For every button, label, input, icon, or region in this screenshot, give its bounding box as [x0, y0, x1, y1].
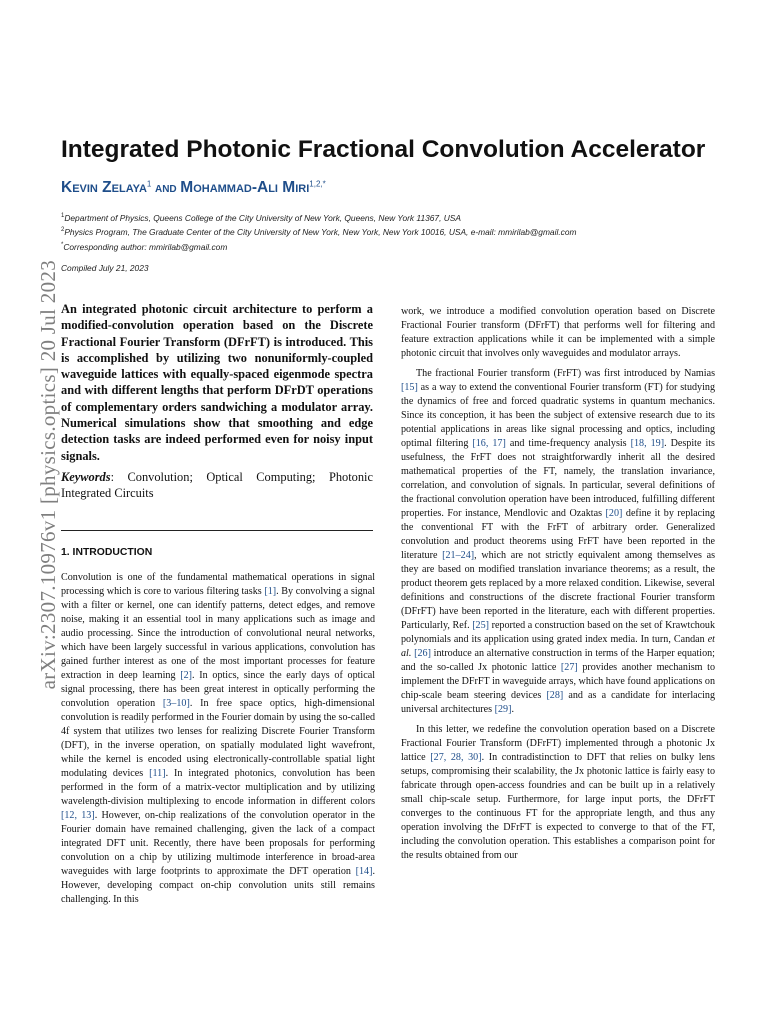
author-1-affil: 1	[146, 179, 152, 189]
citation-link[interactable]: [2]	[180, 670, 193, 681]
citation-link[interactable]: [3–10]	[162, 698, 190, 709]
citation-link[interactable]: [28]	[546, 690, 564, 701]
citation-link[interactable]: [11]	[149, 768, 166, 779]
citation-link[interactable]: [18, 19]	[630, 438, 665, 449]
left-column	[61, 571, 375, 907]
citation-link[interactable]: [20]	[605, 508, 623, 519]
affiliation-1: $^1$Department of Physics, Queens College of the City University of New York, Queens, New York 11367, USA	[61, 212, 461, 223]
author-2-affil: 1,2,*	[309, 179, 326, 189]
citation-link[interactable]: [14]	[355, 866, 373, 877]
arxiv-id: arXiv:2307.10976v1 [physics.optics] 20 Jul 2023	[36, 260, 60, 690]
citation-link[interactable]: [26]	[414, 648, 431, 659]
author-2: Mohammad-Ali Miri	[180, 179, 310, 196]
citation-link[interactable]: [27, 28, 30]	[430, 752, 482, 763]
right-column	[401, 305, 715, 863]
keywords-text: : Convolution; Optical Computing; Photonic Integrated Circuits	[61, 470, 373, 501]
affiliations	[61, 210, 576, 253]
paragraph: The fractional Fourier transform (FrFT) was first introduced by Namias [15] as a way to extend the conventional Fourier transform (FT) for studying the dynamics of free and forced quadratic systems in quantum mechanics. Since its conception, it has been the subject of extensive research due to its potential applications in areas like signal processing and optics, including optimal filtering [16, 17] and time-frequency analysis [18, 19]. Despite its usefulness, the FrFT does not straightforwardly inherit all the desired mathematical properties of the FT, namely, the translation invariance, correlation, and convolution of signals. In particular, several definitions of the fractional convolution operation have been introduced, fulfilling different properties. For instance, Mendlovic and Ozaktas [20] define it by replacing the conventional FT with the FrFT of arbitrary order. Generalized convolution and product theorems using FrFT have been reported in the literature [21–24], which are not strictly equivalent among themselves as they are based on modified translation invariance theorems; as a result, the product theorem gets replaced by a more relaxed condition. Likewise, several definitions and constructions of the discrete fractional Fourier transform (DFrFT) have been reported in the literature, each with different properties. Particularly, Ref. [25] reported a construction based on the set of Krawtchouk polynomials and its application using grated index media. In turn, Candan et al. [26] introduce an alternative construction in terms of the Harper equation; and the so-called Jx photonic lattice [27] provides another mechanism to implement the DFrFT in waveguide arrays, which have found applications on chip-scale beam steering devices [28] and as a candidate for interlacing universal architectures [29].	[401, 368, 715, 715]
author-conjunction: and	[154, 179, 177, 195]
citation-link[interactable]: [15]	[401, 382, 418, 393]
paragraph: work, we introduce a modified convolution operation based on Discrete Fractional Fourier transform (DFrFT) that performs well for filtering and feature extraction applications while it can be implemented with a simple photonic circuit that involves only waveguides and modulator arrays.	[401, 306, 715, 359]
abstract: An integrated photonic circuit architecture to perform a modified-convolution operation based on the Discrete Fractional Fourier Transform (DFrFT) is introduced. This is accomplished by utilizing two nonuniformly-coupled waveguide lattices with equally-spaced eigenmode spectra and with different lengths that perform DFrDT operations of complementary orders sandwiching a modulator array. Numerical simulations show that smoothing and edge detection tasks are indeed performed even for noisy input signals.	[61, 302, 373, 463]
keywords	[61, 469, 373, 502]
compiled-date: Compiled July 21, 2023	[61, 263, 149, 273]
author-line	[61, 179, 326, 197]
citation-link[interactable]: [25]	[472, 620, 490, 631]
paragraph: In this letter, we redefine the convolution operation based on a Discrete Fractional Fourier Transform (DFrFT) implemented through a photonic Jx lattice [27, 28, 30]. In contradistinction to DFT that relies on bulky lens setups, compromising their scalability, the Jx photonic lattice is fairly easy to fabricate through open-access foundries and can be built up in a relatively small chip-scale setup. Furthermore, for large input ports, the DFrFT converges to the continuous FT for the appropriate length, and thus any operation involving the DFrFT is expected to converge to that of the FT, including the convolution operation. This establishes a comparison point for the results obtained from our	[401, 724, 715, 861]
citation-link[interactable]: [29]	[494, 704, 512, 715]
citation-link[interactable]: [27]	[560, 662, 578, 673]
author-1: Kevin Zelaya	[61, 179, 147, 196]
citation-link[interactable]: [16, 17]	[472, 438, 506, 449]
keywords-label: Keywords	[61, 470, 111, 484]
citation-link[interactable]: [21–24]	[442, 550, 475, 561]
paragraph: Convolution is one of the fundamental mathematical operations in signal processing which is core to various filtering tasks [1]. By convolving a signal with a filter or kernel, one can identify patterns, detect edges, and remove noise, making it an essential tool in many applications such as image and audio processing. Since the introduction of convolutional neural networks, which have been largely successful in various applications, convolution has gained further interest as one of the most important processes for feature extraction in deep learning [2]. In optics, since the early days of optical signal processing, there has been great interest in optically performing the convolution operation [3–10]. In free space optics, high-dimensional convolution is readily performed in the Fourier domain by using the so-called 4f system that utilizes two lenses for realizing Discrete Fourier Transform (DFT), in the inverse operation, on spatially modulated light wavefront, while the kernel is encoded using electronically-controllable spatial light modulating devices [11]. In integrated photonics, convolution has been performed in the form of a matrix-vector multiplication and by utilizing wavelength-division multiplexing to encode information in different colors [12, 13]. However, on-chip realizations of the convolution operator in the Fourier domain have remained challenging, given the lack of a compact integrated DFT unit. Recently, there have been proposals for performing convolution on a chip by utilizing multimode interference in broad-area waveguides with large footprints to approximate the DFT operation [14]. However, developing compact on-chip convolution units still remains challenging. In this	[61, 572, 375, 905]
affiliation-2: $^2$Physics Program, The Graduate Center of the City University of New York, New York, New York 10016, USA, e-mail: mmirilab@gmail.com	[61, 227, 577, 238]
section-heading-introduction: 1. INTRODUCTION	[61, 547, 153, 558]
citation-link[interactable]: [1]	[264, 586, 277, 597]
divider	[61, 530, 373, 531]
citation-link[interactable]: [12, 13]	[61, 810, 95, 821]
corresponding-author: *Corresponding author: mmirilab@gmail.com	[61, 241, 228, 252]
paper-title: Integrated Photonic Fractional Convolution Accelerator	[61, 136, 706, 163]
arxiv-stamp	[0, 0, 60, 1024]
